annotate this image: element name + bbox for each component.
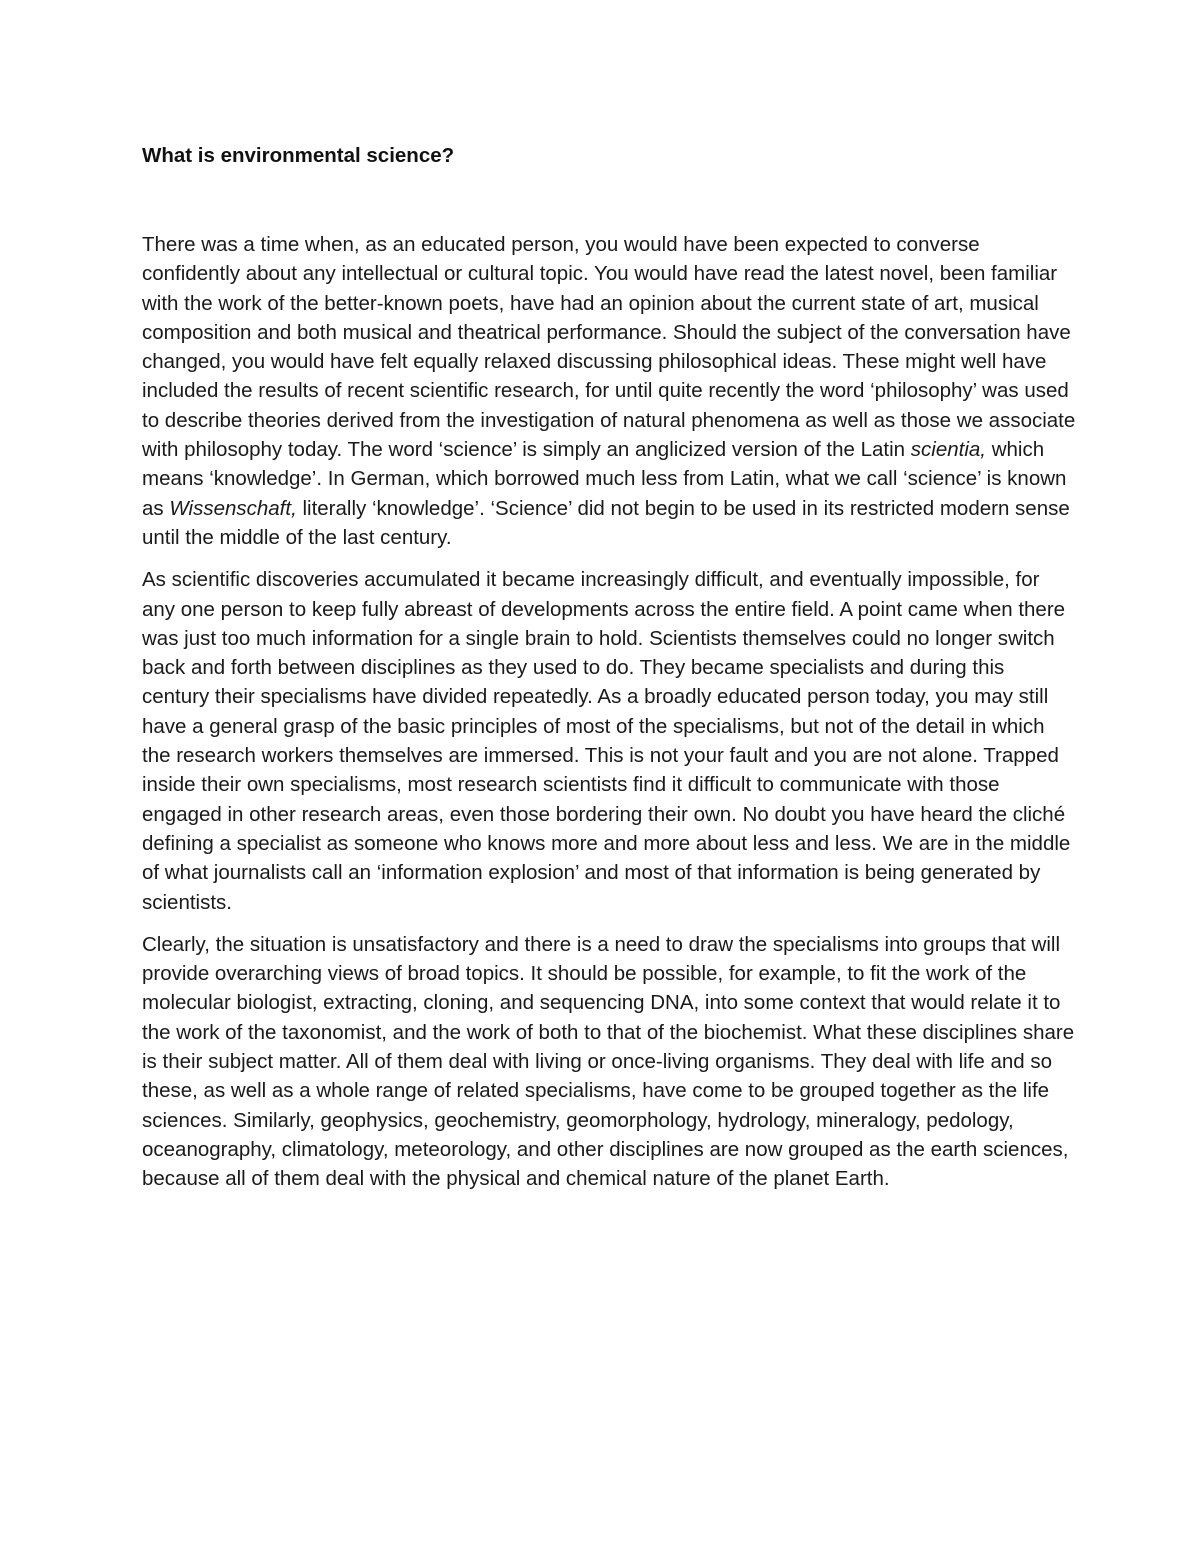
paragraph-1-italic-scientia: scientia,: [910, 438, 986, 462]
paragraph-2-text: As scientific discoveries accumulated it became increasingly difficult, and eventually impossible, for any one person to keep fully abreast of developments across the entire field. A point came when there was just too much information for a single brain to hold. Scientists themselves could no longer switch back and forth between disciplines as they used to do. They became specialists and during this century their specialisms have divided repeatedly. As a broadly educated person today, you may still have a general grasp of the basic principles of most of the specialisms, but not of the detail in which the research workers themselves are immersed. This is not your fault and you are not alone. Trapped inside their own specialisms, most research scientists find it difficult to communicate with those engaged in other research areas, even those bordering their own. No doubt you have heard the cliché defining a specialist as someone who knows more and more about less and less. We are in the middle of what journalists call an ‘information explosion’ and most of that information is being generated by scientists.: [142, 568, 1071, 914]
paragraph-2: [142, 565, 1077, 917]
document-title: What is environmental science?: [142, 144, 455, 167]
paragraph-1-text-3: literally ‘knowledge’. ‘Science’ did not begin to be used in its restricted modern sense until the middle of the last century.: [142, 496, 1070, 549]
paragraph-1-text-1: There was a time when, as an educated person, you would have been expected to converse confidently about any intellectual or cultural topic. You would have read the latest novel, been familiar with the work of the better-known poets, have had an opinion about the current state of art, musical composition and both musical and theatrical performance. Should the subject of the conversation have changed, you would have felt equally relaxed discussing philosophical ideas. These might well have included the results of recent scientific research, for until quite recently the word ‘philosophy’ was used to describe theories derived from the investigation of natural phenomena as well as those we associate with philosophy today. The word ‘science’ is simply an anglicized version of the Latin: [142, 233, 1076, 462]
paragraph-1-italic-wissenschaft: Wissenschaft,: [169, 496, 297, 520]
document-body: [142, 141, 1077, 1207]
paragraph-1: [142, 230, 1077, 552]
paragraph-3: [142, 930, 1077, 1194]
paragraph-1-text-2: which means ‘knowledge’. In German, which borrowed much less from Latin, what we call ‘science’ is known as: [142, 438, 1067, 520]
paragraph-3-text: Clearly, the situation is unsatisfactory and there is a need to draw the specialisms into groups that will provide overarching views of broad topics. It should be possible, for example, to fit the work of the molecular biologist, extracting, cloning, and sequencing DNA, into some context that would relate it to the work of the taxonomist, and the work of both to that of the biochemist. What these disciplines share is their subject matter. All of them deal with living or once-living organisms. They deal with life and so these, as well as a whole range of related specialisms, have come to be grouped together as the life sciences. Similarly, geophysics, geochemistry, geomorphology, hydrology, mineralogy, pedology, oceanography, climatology, meteorology, and other disciplines are now grouped as the earth sciences, because all of them deal with the physical and chemical nature of the planet Earth.: [142, 932, 1075, 1191]
